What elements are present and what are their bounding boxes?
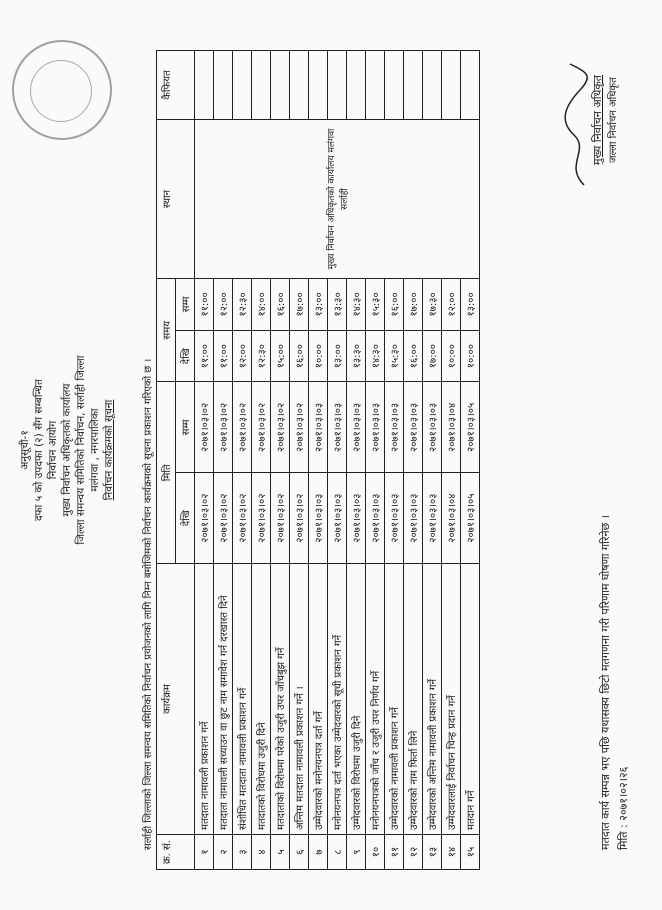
row-remarks [309, 51, 328, 120]
row-date-to: २०७१।०३।०२ [233, 382, 252, 473]
row-date-to: २०७१।०३।०४ [442, 382, 461, 473]
row-activity: उम्मेदवारको अन्तिम नामावली प्रकाशन गर्ने [423, 564, 442, 835]
header-date: मिति [157, 382, 176, 564]
row-time-to: १३:०० [461, 279, 480, 331]
row-time-to: १४:३० [347, 279, 366, 331]
row-time-to: १५:३० [366, 279, 385, 331]
row-serial: १५ [461, 835, 480, 870]
row-activity: उम्मेदवारको नाम फिर्ता लिने [404, 564, 423, 835]
row-time-from: १५:३० [385, 330, 404, 382]
row-serial: १४ [442, 835, 461, 870]
row-remarks [233, 51, 252, 120]
row-serial: ९ [347, 835, 366, 870]
row-time-to: १३:०० [309, 279, 328, 331]
row-activity: मतदाताको विरोधमा परेको उजुरी उपर जाँचबुझ गर्ने [271, 564, 290, 835]
row-time-from: १७:०० [423, 330, 442, 382]
row-time-from: १५:०० [271, 330, 290, 382]
row-date-from: २०७१।०३।०२ [233, 473, 252, 564]
place-note: मुख्य निर्वाचन अधिकृतको कार्यालय मलंगवा सर्लाही [327, 128, 350, 270]
row-serial: ७ [309, 835, 328, 870]
row-serial: ६ [290, 835, 309, 870]
office-name: मुख्य निर्वाचन अधिकृतको कार्यालय [61, 383, 73, 517]
row-time-from: १२:३० [252, 330, 271, 382]
intro-line: सर्लाही जिल्लाको जिल्ला समन्वय समितिको निर्वाचन प्रयोजनको लागि निम्न बमोजिमको निर्वाचन कार्यक्रमको सूचना प्रकाशन गरिएको छ । [143, 358, 154, 850]
row-remarks [461, 51, 480, 120]
row-time-from: ११:०० [214, 330, 233, 382]
row-time-from: १६:०० [290, 330, 309, 382]
seal-inner-ring [30, 60, 92, 122]
row-date-to: २०७१।०३।०२ [214, 382, 233, 473]
row-date-to: २०७१।०३।०२ [195, 382, 214, 473]
row-serial: ४ [252, 835, 271, 870]
table-row [195, 51, 214, 870]
header-place: स्थान [157, 120, 195, 279]
table-header-row [157, 51, 176, 870]
row-time-from: १४:३० [366, 330, 385, 382]
row-activity: मतदाता नामावली प्रकाशन गर्ने [195, 564, 214, 835]
row-serial: १३ [423, 835, 442, 870]
row-date-from: २०७१।०३।०३ [404, 473, 423, 564]
row-activity: उम्मेदवारलाई निर्वाचन चिन्ह प्रदान गर्ने [442, 564, 461, 835]
row-remarks [252, 51, 271, 120]
row-remarks [290, 51, 309, 120]
header-remarks: कैफियत [157, 51, 195, 120]
row-date-to: २०७१।०३।०२ [252, 382, 271, 473]
row-activity: अन्तिम मतदाता नामावली प्रकाशन गर्ने । [290, 564, 309, 835]
row-remarks [423, 51, 442, 120]
row-serial: १ [195, 835, 214, 870]
row-date-to: २०७१।०३।०३ [385, 382, 404, 473]
row-time-to: १४:०० [252, 279, 271, 331]
row-time-to: १६:०० [385, 279, 404, 331]
row-date-from: २०७१।०३।०५ [461, 473, 480, 564]
row-date-to: २०७१।०३।०२ [271, 382, 290, 473]
row-date-to: २०७१।०३।०३ [404, 382, 423, 473]
row-date-to: २०७१।०३।०३ [423, 382, 442, 473]
row-activity: मतदातको विरोधमा उजुरी दिने [252, 564, 271, 835]
row-date-from: २०७१।०३।०२ [290, 473, 309, 564]
row-activity: उम्मेदवारको नामावली प्रकाशन गर्ने [385, 564, 404, 835]
row-remarks [347, 51, 366, 120]
signature-block [590, 40, 619, 200]
row-serial: ८ [328, 835, 347, 870]
row-time-from: १०:०० [461, 330, 480, 382]
row-date-from: २०७१।०३।०३ [366, 473, 385, 564]
header-date-from: देखि [176, 473, 195, 564]
row-time-from: १०:०० [309, 330, 328, 382]
row-time-to: १२:०० [442, 279, 461, 331]
row-date-from: २०७१।०३।०३ [385, 473, 404, 564]
row-time-from: १३:०० [328, 330, 347, 382]
election-schedule-table [156, 50, 480, 870]
place-cell [195, 120, 480, 279]
row-date-to: २०७१।०३।०३ [347, 382, 366, 473]
row-time-from: १६:०० [404, 330, 423, 382]
row-activity: मतदाता नामावली सच्याउन वा छुट नाम समावेश गर्न दरखास्त दिने [214, 564, 233, 835]
header-activity: कार्यक्रम [157, 564, 195, 835]
row-time-from: १०:०० [442, 330, 461, 382]
row-date-from: २०७१।०३।०२ [214, 473, 233, 564]
row-activity: उम्मेदवारको विरोधमा उजुरी दिने [347, 564, 366, 835]
row-serial: ५ [271, 835, 290, 870]
row-date-from: २०७१।०३।०३ [309, 473, 328, 564]
row-date-to: २०७१।०३।०५ [461, 382, 480, 473]
row-serial: १० [366, 835, 385, 870]
row-remarks [404, 51, 423, 120]
table-body [195, 51, 480, 870]
row-activity: मनोनयनपत्र दर्ता भएका उम्मेदवारको सूची प्रकाशन गर्ने [328, 564, 347, 835]
row-time-from: १२:०० [233, 330, 252, 382]
row-serial: ११ [385, 835, 404, 870]
row-remarks [271, 51, 290, 120]
row-remarks [385, 51, 404, 120]
row-remarks [214, 51, 233, 120]
row-date-from: २०७१।०३।०३ [328, 473, 347, 564]
row-remarks [328, 51, 347, 120]
row-time-from: ११:०० [195, 330, 214, 382]
signatory-title: मुख्य निर्वाचन अधिकृत [591, 74, 604, 166]
row-date-to: २०७१।०३।०३ [309, 382, 328, 473]
district-office-name: जिल्ला समन्वय समितिको निर्वाचन, सर्लाही जिल्ला [75, 355, 87, 545]
annex-label: अनुसूची-१ [19, 430, 31, 470]
row-time-to: १२:३० [233, 279, 252, 331]
footer-date: मिति : २०७१।०२।२६ [617, 766, 630, 850]
row-serial: ३ [233, 835, 252, 870]
row-date-to: २०७१।०३।०३ [366, 382, 385, 473]
header-time: समय [157, 279, 176, 383]
row-activity: उम्मेदवारको मनोनयनपत्र दर्ता गर्ने [309, 564, 328, 835]
notice-title: निर्वाचन कार्यक्रमको सूचना [103, 399, 115, 501]
row-activity: संशोधित मतदाता नामावली प्रकाशन गर्ने [233, 564, 252, 835]
row-time-to: १७:०० [290, 279, 309, 331]
header-date-to: सम्म [176, 382, 195, 473]
row-time-to: ११:०० [195, 279, 214, 331]
row-time-to: १७:३० [423, 279, 442, 331]
row-date-from: २०७१।०३।०२ [271, 473, 290, 564]
row-serial: १२ [404, 835, 423, 870]
footer-note: मतदात कार्य सम्पन्न भए पछि यथासक्य छिटो मतगणना गरी परिणाम घोषणा गरिनेछ । [599, 515, 612, 850]
header-time-to: सम्म [176, 279, 195, 331]
location-name: मलंगवा , नगरपालिका [89, 408, 101, 492]
row-time-to: १२:०० [214, 279, 233, 331]
row-date-from: २०७१।०३।०२ [252, 473, 271, 564]
row-date-to: २०७१।०३।०२ [290, 382, 309, 473]
signatory-subtitle: जल्ला निर्वाचन अधिकृत [608, 77, 619, 163]
rule-reference: दफा ५ को उपदफा (२) सँग सम्बन्धित [33, 379, 45, 522]
row-activity: मनोनयनपत्रको जाँच र उजुरी उपर निर्णय गर्ने [366, 564, 385, 835]
official-seal-stamp [12, 40, 112, 140]
row-date-from: २०७१।०३।०२ [195, 473, 214, 564]
row-remarks [195, 51, 214, 120]
row-time-to: १६:०० [271, 279, 290, 331]
row-date-from: २०७१।०३।०३ [347, 473, 366, 564]
row-time-to: १७:०० [404, 279, 423, 331]
row-activity: मतदान गर्ने [461, 564, 480, 835]
row-date-to: २०७१।०३।०३ [328, 382, 347, 473]
row-time-to: १३:३० [328, 279, 347, 331]
row-time-from: १३:३० [347, 330, 366, 382]
document-header [18, 190, 116, 710]
row-remarks [366, 51, 385, 120]
row-remarks [442, 51, 461, 120]
row-serial: २ [214, 835, 233, 870]
handwritten-signature [560, 60, 594, 190]
header-serial: क्र. सं. [157, 835, 195, 870]
row-date-from: २०७१।०३।०३ [423, 473, 442, 564]
header-time-from: देखि [176, 330, 195, 382]
row-date-from: २०७१।०३।०४ [442, 473, 461, 564]
commission-name: निर्वाचन आयोग [47, 420, 59, 480]
